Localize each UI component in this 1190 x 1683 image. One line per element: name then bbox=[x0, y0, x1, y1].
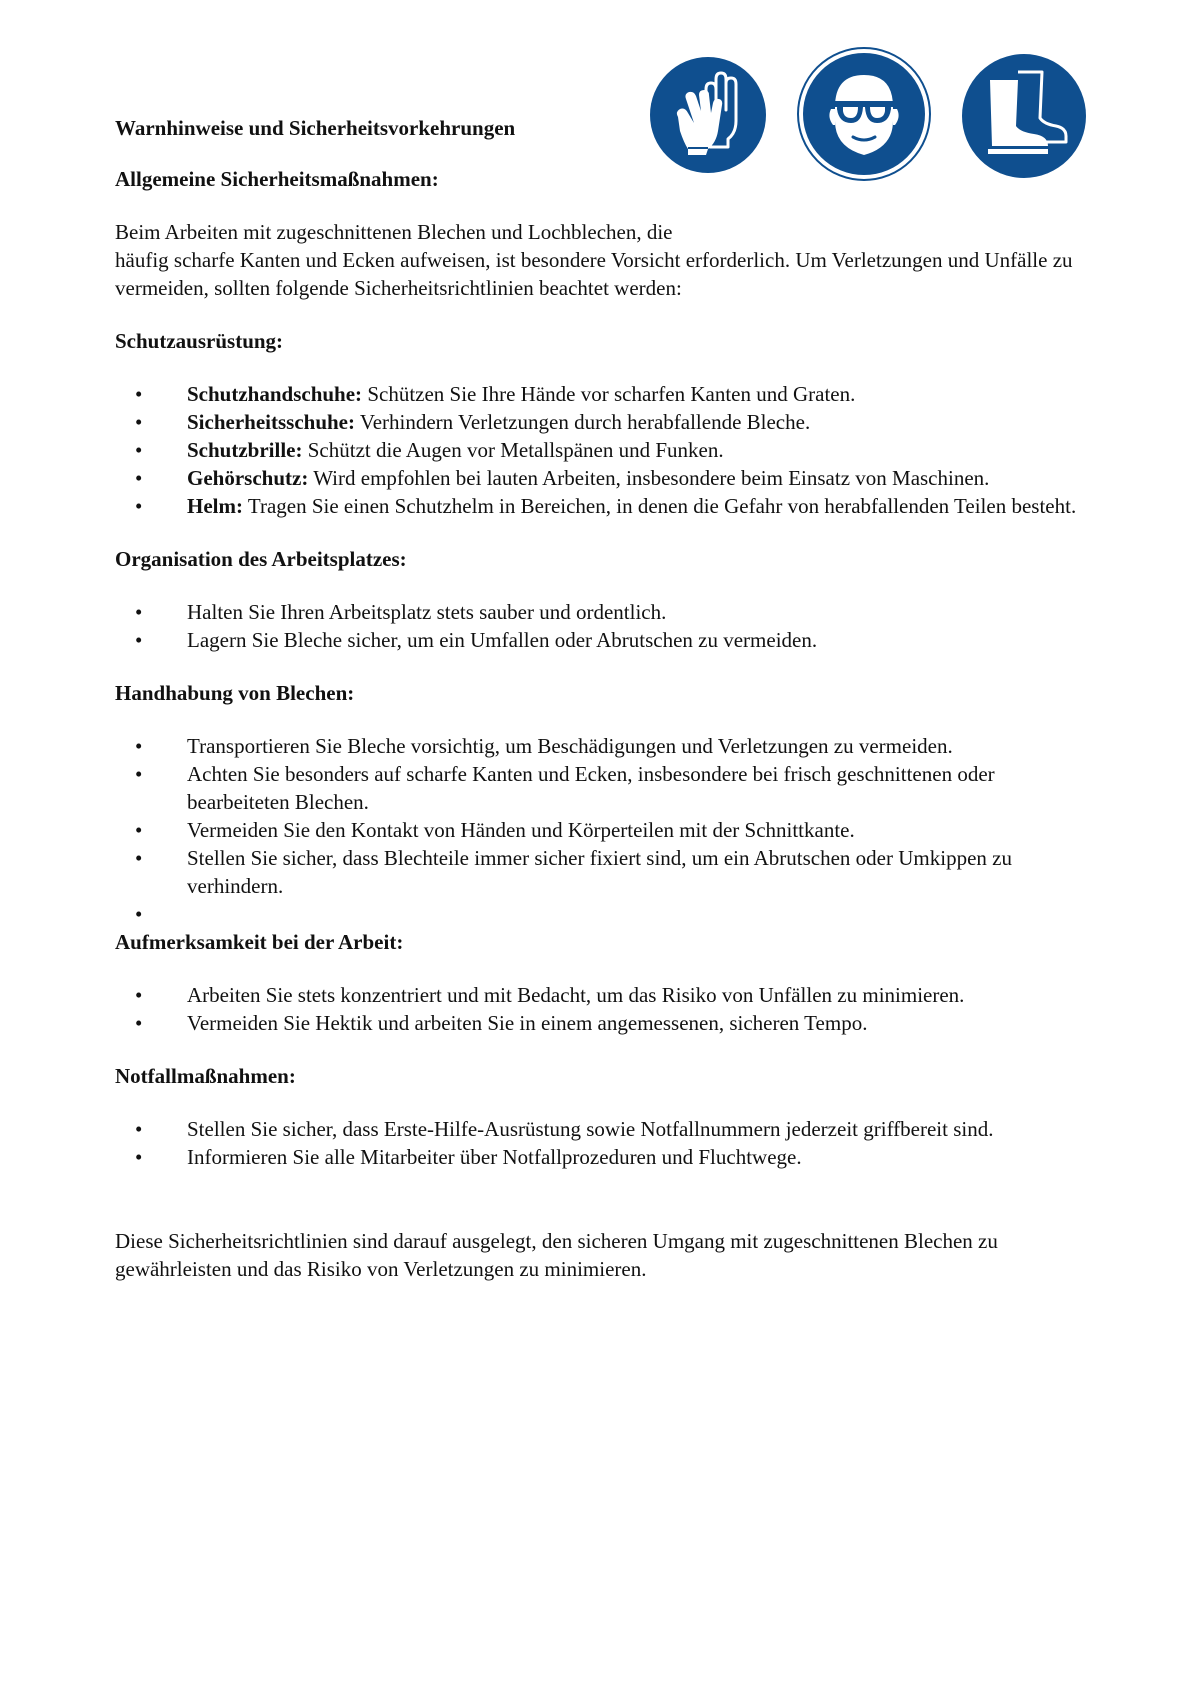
list-item bbox=[115, 1143, 1085, 1171]
bullet-icon: • bbox=[135, 1145, 143, 1169]
item-text: Schützen Sie Ihre Hände vor scharfen Kanten und Graten. bbox=[362, 382, 856, 406]
list-item bbox=[115, 380, 1085, 408]
bullet-icon: • bbox=[135, 466, 143, 490]
list-item bbox=[115, 816, 1085, 844]
bullet-icon: • bbox=[135, 902, 143, 926]
list-item bbox=[115, 436, 1085, 464]
workplace-list bbox=[115, 598, 1085, 654]
item-label: Helm: bbox=[187, 494, 243, 518]
item-text: Tragen Sie einen Schutzhelm in Bereichen, in denen die Gefahr von herabfallenden Teilen besteht. bbox=[242, 494, 1077, 518]
list-item bbox=[115, 492, 1085, 520]
equipment-list bbox=[115, 380, 1085, 520]
item-label: Schutzhandschuhe: bbox=[187, 382, 363, 406]
section-heading-workplace: Organisation des Arbeitsplatzes: bbox=[115, 547, 407, 571]
item-text: Wird empfohlen bei lauten Arbeiten, insbesondere beim Einsatz von Maschinen. bbox=[308, 466, 990, 490]
bullet-icon: • bbox=[135, 410, 143, 434]
bullet-icon: • bbox=[135, 628, 143, 652]
list-item bbox=[115, 598, 1085, 626]
item-text: Verhindern Verletzungen durch herabfallende Bleche. bbox=[355, 410, 811, 434]
item-text: Arbeiten Sie stets konzentriert und mit Bedacht, um das Risiko von Unfällen zu minimieren. bbox=[187, 983, 965, 1007]
list-item bbox=[115, 626, 1085, 654]
item-text: Halten Sie Ihren Arbeitsplatz stets sauber und ordentlich. bbox=[187, 600, 667, 624]
item-text: Transportieren Sie Bleche vorsichtig, um Beschädigungen und Verletzungen zu vermeiden. bbox=[187, 734, 953, 758]
item-text: Lagern Sie Bleche sicher, um ein Umfallen oder Abrutschen zu vermeiden. bbox=[187, 628, 818, 652]
list-item bbox=[115, 408, 1085, 436]
item-text: Informieren Sie alle Mitarbeiter über Notfallprozeduren und Fluchtwege. bbox=[187, 1145, 802, 1169]
document-title: Warnhinweise und Sicherheitsvorkehrungen bbox=[115, 116, 516, 140]
bullet-icon: • bbox=[135, 983, 143, 1007]
handling-list bbox=[115, 732, 1085, 928]
list-item bbox=[115, 1115, 1085, 1143]
list-item bbox=[115, 900, 1085, 928]
list-item bbox=[115, 1009, 1085, 1037]
section-heading-attention: Aufmerksamkeit bei der Arbeit: bbox=[115, 930, 404, 954]
attention-list bbox=[115, 981, 1085, 1037]
item-text: Schützt die Augen vor Metallspänen und Funken. bbox=[302, 438, 724, 462]
item-label: Gehörschutz: bbox=[187, 466, 309, 490]
bullet-icon: • bbox=[135, 600, 143, 624]
bullet-icon: • bbox=[135, 438, 143, 462]
document-body bbox=[115, 114, 1085, 1283]
item-label: Sicherheitsschuhe: bbox=[187, 410, 355, 434]
list-item bbox=[115, 981, 1085, 1009]
closing-paragraph: Diese Sicherheitsrichtlinien sind darauf ausgelegt, den sicheren Umgang mit zugeschnittenen Blechen zu gewährleisten und das Risiko von Verletzungen zu minimieren. bbox=[115, 1229, 998, 1281]
list-item bbox=[115, 844, 1085, 900]
bullet-icon: • bbox=[135, 494, 143, 518]
bullet-icon: • bbox=[135, 382, 143, 406]
general-paragraph-line1: Beim Arbeiten mit zugeschnittenen Blechen und Lochblechen, die bbox=[115, 220, 673, 244]
item-text: Vermeiden Sie Hektik und arbeiten Sie in einem angemessenen, sicheren Tempo. bbox=[187, 1011, 868, 1035]
bullet-icon: • bbox=[135, 762, 143, 786]
item-text: Stellen Sie sicher, dass Erste-Hilfe-Ausrüstung sowie Notfallnummern jederzeit griffbereit sind. bbox=[187, 1117, 994, 1141]
item-text: Achten Sie besonders auf scharfe Kanten und Ecken, insbesondere bei frisch geschnittenen oder bearbeiteten Blechen. bbox=[187, 762, 995, 814]
list-item bbox=[115, 464, 1085, 492]
bullet-icon: • bbox=[135, 1011, 143, 1035]
list-item bbox=[115, 732, 1085, 760]
bullet-icon: • bbox=[135, 734, 143, 758]
section-heading-general: Allgemeine Sicherheitsmaßnahmen: bbox=[115, 167, 439, 191]
emergency-list bbox=[115, 1115, 1085, 1171]
item-label: Schutzbrille: bbox=[187, 438, 303, 462]
bullet-icon: • bbox=[135, 1117, 143, 1141]
section-heading-equipment: Schutzausrüstung: bbox=[115, 329, 284, 353]
item-text: Stellen Sie sicher, dass Blechteile immer sicher fixiert sind, um ein Abrutschen oder Umkippen zu verhindern. bbox=[187, 846, 1012, 898]
general-paragraph-line2: häufig scharfe Kanten und Ecken aufweisen, ist besondere Vorsicht erforderlich. Um Verletzungen und Unfälle zu vermeiden, sollten folgende Sicherheitsrichtlinien beachtet werden: bbox=[115, 248, 1073, 300]
bullet-icon: • bbox=[135, 846, 143, 870]
item-text: Vermeiden Sie den Kontakt von Händen und Körperteilen mit der Schnittkante. bbox=[187, 818, 855, 842]
bullet-icon: • bbox=[135, 818, 143, 842]
section-heading-handling: Handhabung von Blechen: bbox=[115, 681, 355, 705]
section-heading-emergency: Notfallmaßnahmen: bbox=[115, 1064, 296, 1088]
list-item bbox=[115, 760, 1085, 816]
